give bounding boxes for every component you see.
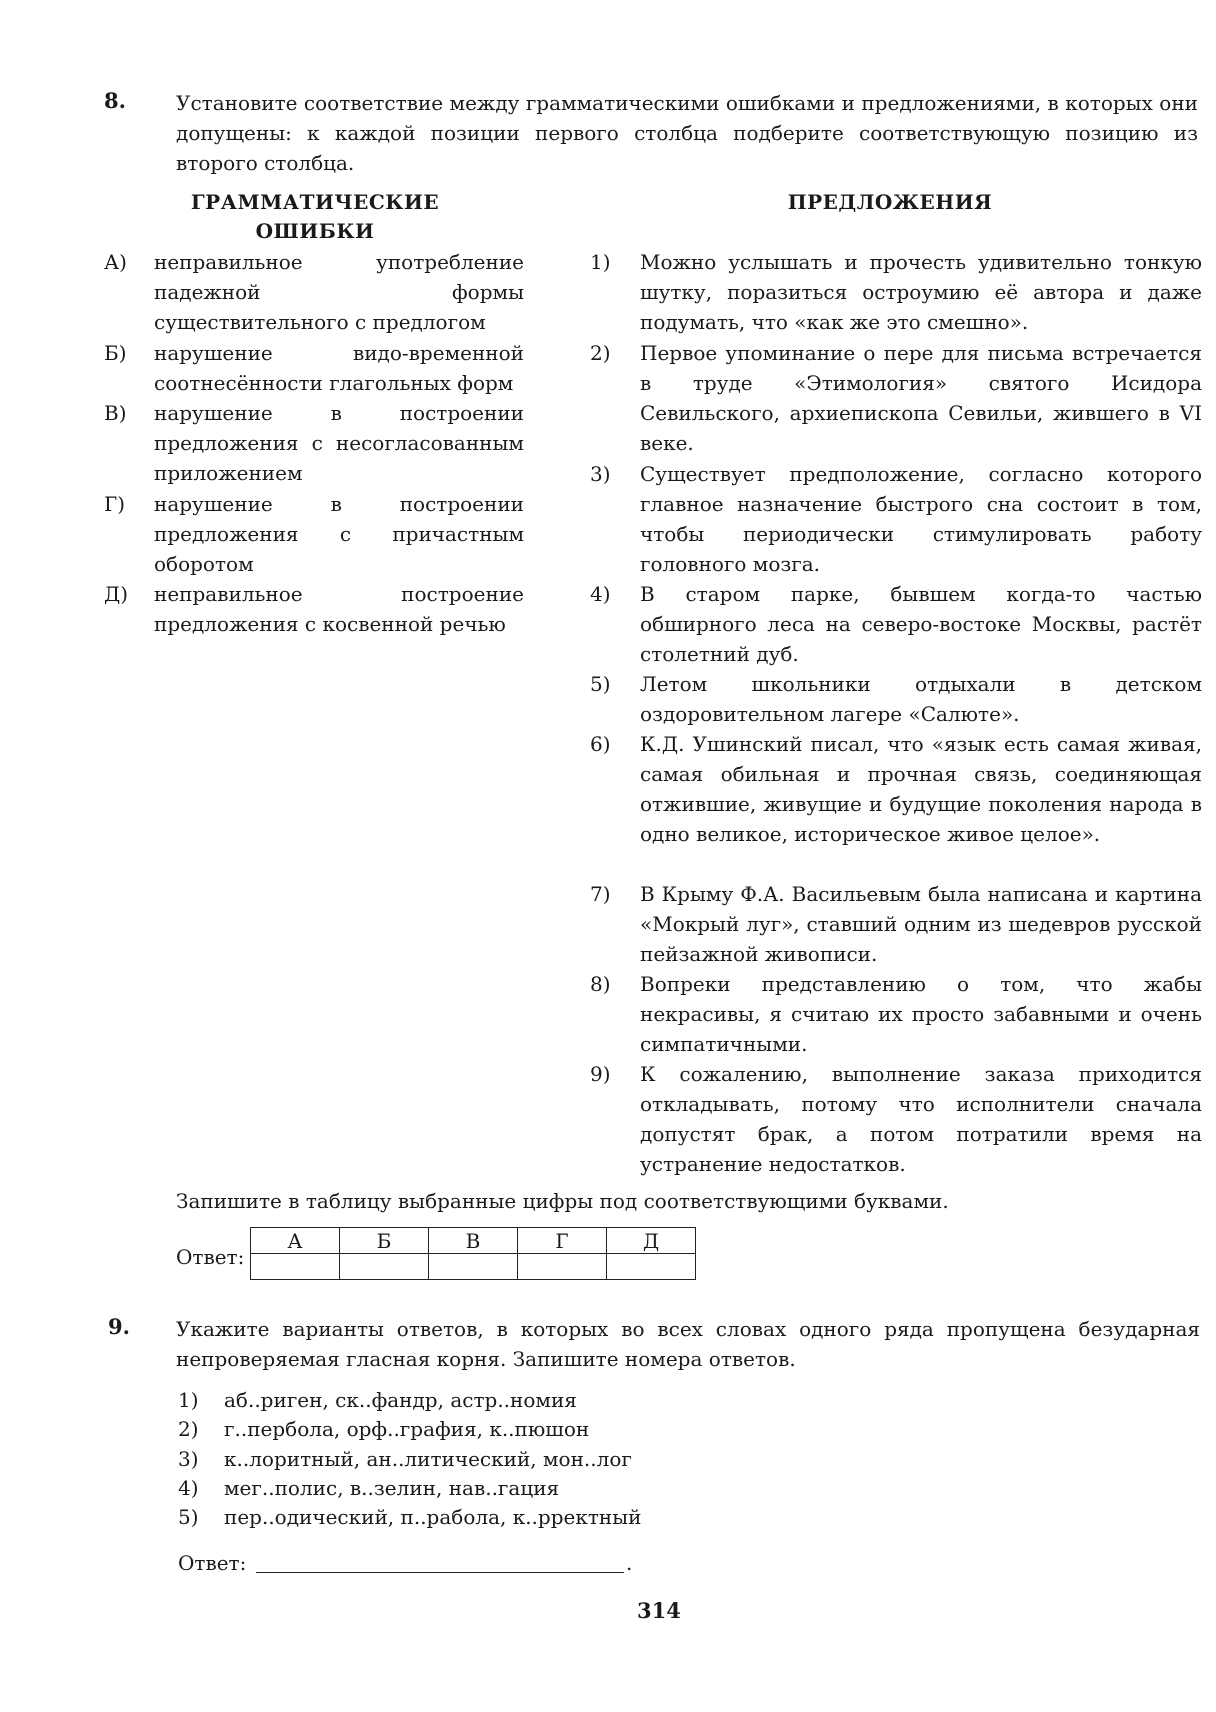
option-label: 1) xyxy=(178,1388,199,1412)
sentence-label: 4) xyxy=(590,582,611,606)
error-label: В) xyxy=(104,401,127,425)
answer-cell-b[interactable] xyxy=(340,1254,429,1280)
option-text: мег..полис, в..зелин, нав..гация xyxy=(224,1476,560,1500)
answer-table-letter: В xyxy=(429,1228,518,1254)
option-text: аб..риген, ск..фандр, астр..номия xyxy=(224,1388,577,1412)
sentence-item-8 xyxy=(590,969,1202,1059)
error-label: Д) xyxy=(104,582,129,606)
answer-cell-v[interactable] xyxy=(429,1254,518,1280)
error-label: Б) xyxy=(104,341,127,365)
answer-line-task9[interactable] xyxy=(256,1570,624,1573)
sentence-text: Летом школьники отдыхали в детском оздоровительном лагере «Салюте». xyxy=(640,672,1202,726)
option-text: г..пербола, орф..графия, к..пюшон xyxy=(224,1417,590,1441)
error-text: нарушение видо-временной соотнесённости глагольных форм xyxy=(154,341,524,395)
page-number: 314 xyxy=(637,1598,681,1623)
error-label: А) xyxy=(104,250,127,274)
answer-end-period: . xyxy=(626,1551,633,1575)
sentence-text: В Крыму Ф.А. Васильевым была написана и картина «Мокрый луг», ставший одним из шедевров русской пейзажной живописи. xyxy=(640,882,1202,966)
error-item-b xyxy=(104,338,524,398)
error-item-v xyxy=(104,398,524,488)
answer-table-letter: Г xyxy=(518,1228,607,1254)
sentence-item-5 xyxy=(590,669,1202,729)
sentence-label: 6) xyxy=(590,732,611,756)
answer-cell-d[interactable] xyxy=(607,1254,696,1280)
answer-table-letter: Б xyxy=(340,1228,429,1254)
option-label: 4) xyxy=(178,1476,199,1500)
answer-table-header-row xyxy=(251,1228,696,1254)
sentence-item-6 xyxy=(590,729,1202,879)
error-label: Г) xyxy=(104,492,126,516)
right-column-header: ПРЕДЛОЖЕНИЯ xyxy=(787,190,993,214)
option-item-2 xyxy=(178,1414,878,1444)
error-text: неправильное употребление падежной формы существительного с предлогом xyxy=(154,250,524,334)
task8-instruction: Установите соответствие между грамматическими ошибками и предложениями, в которых они допущены: к каждой позиции первого столбца подберите соответствующую позицию из второго столбца. xyxy=(176,91,1198,175)
sentence-item-2 xyxy=(590,338,1202,458)
task9-instruction: Укажите варианты ответов, в которых во всех словах одного ряда пропущена безударная непроверяемая гласная корня. Запишите номера ответов. xyxy=(176,1317,1200,1371)
option-item-4 xyxy=(178,1473,878,1503)
left-header-line2: ОШИБКИ xyxy=(255,219,375,243)
option-label: 2) xyxy=(178,1417,199,1441)
error-text: нарушение в построении предложения с несогласованным приложением xyxy=(154,401,524,485)
sentence-label: 9) xyxy=(590,1062,611,1086)
option-item-1 xyxy=(178,1385,878,1415)
answer-table-letter: А xyxy=(251,1228,340,1254)
option-item-5 xyxy=(178,1502,878,1532)
sentence-label: 8) xyxy=(590,972,611,996)
sentence-label: 3) xyxy=(590,462,611,486)
sentence-item-3 xyxy=(590,459,1202,579)
answer-table-letter: Д xyxy=(607,1228,696,1254)
task9-number: 9. xyxy=(108,1314,130,1339)
left-column-header xyxy=(150,188,480,246)
sentence-text: К.Д. Ушинский писал, что «язык есть самая живая, самая обильная и прочная связь, соединяющая отжившие, живущие и будущие поколения народа в одно великое, историческое живое целое». xyxy=(640,732,1202,846)
option-text: пер..одический, п..рабола, к..рректный xyxy=(224,1505,642,1529)
left-header-line1: ГРАММАТИЧЕСКИЕ xyxy=(190,190,440,214)
sentence-text: Можно услышать и прочесть удивительно тонкую шутку, поразиться остроумию её автора и даже подумать, что «как же это смешно». xyxy=(640,250,1202,334)
answer-table-input-row xyxy=(251,1254,696,1280)
sentence-item-4 xyxy=(590,579,1202,669)
sentence-text: К сожалению, выполнение заказа приходится откладывать, потому что исполнители сначала допустят брак, а потом потратили время на устранение недостатков. xyxy=(640,1062,1202,1176)
table-instruction: Запишите в таблицу выбранные цифры под соответствующими буквами. xyxy=(176,1189,949,1213)
option-label: 3) xyxy=(178,1447,199,1471)
sentence-label: 5) xyxy=(590,672,611,696)
answer-label-task9: Ответ: xyxy=(178,1551,247,1575)
error-item-a xyxy=(104,247,524,337)
answer-cell-a[interactable] xyxy=(251,1254,340,1280)
sentence-text: Первое упоминание о пере для письма встречается в труде «Этимология» святого Исидора Севильского, архиепископа Севильи, жившего в VI веке. xyxy=(640,341,1202,455)
sentence-label: 7) xyxy=(590,882,611,906)
sentence-item-7 xyxy=(590,879,1202,969)
sentence-label: 2) xyxy=(590,341,611,365)
answer-table xyxy=(250,1227,696,1280)
error-item-g xyxy=(104,489,524,579)
sentence-label: 1) xyxy=(590,250,611,274)
task8-number: 8. xyxy=(104,88,126,113)
sentence-text: В старом парке, бывшем когда-то частью обширного леса на северо-востоке Москвы, растёт столетний дуб. xyxy=(640,582,1202,666)
sentence-text: Существует предположение, согласно которого главное назначение быстрого сна состоит в том, чтобы периодически стимулировать работу головного мозга. xyxy=(640,462,1202,576)
sentence-item-9 xyxy=(590,1059,1202,1179)
error-text: неправильное построение предложения с косвенной речью xyxy=(154,582,524,636)
option-label: 5) xyxy=(178,1505,199,1529)
option-item-3 xyxy=(178,1444,878,1474)
sentence-text: Вопреки представлению о том, что жабы некрасивы, я считаю их просто забавными и очень симпатичными. xyxy=(640,972,1202,1056)
option-text: к..лоритный, ан..литический, мон..лог xyxy=(224,1447,632,1471)
answer-cell-g[interactable] xyxy=(518,1254,607,1280)
error-text: нарушение в построении предложения с причастным оборотом xyxy=(154,492,524,576)
sentence-item-1 xyxy=(590,247,1202,337)
answer-label-task8: Ответ: xyxy=(176,1245,245,1269)
error-item-d xyxy=(104,579,524,639)
